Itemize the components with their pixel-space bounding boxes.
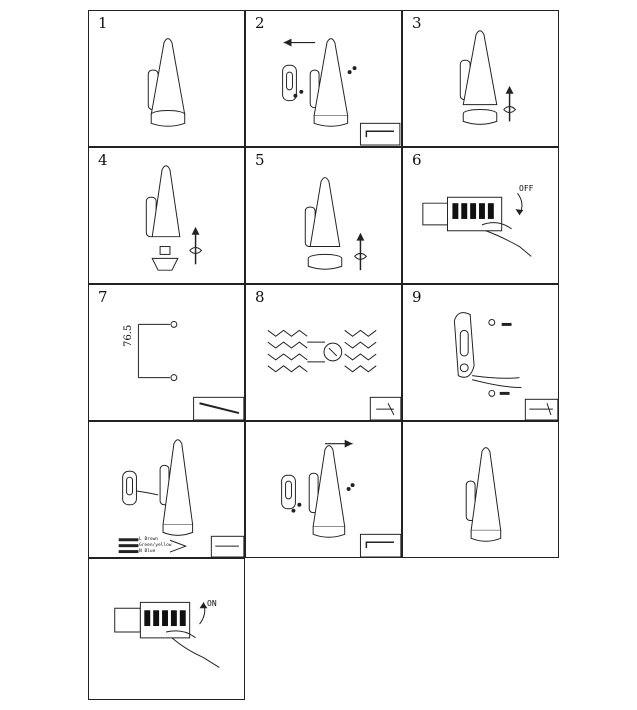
mount-bracket-illustration [403, 285, 558, 420]
step-12-panel [402, 421, 559, 558]
step-number: 6 [412, 151, 422, 169]
hole-marker-icon [171, 321, 177, 327]
hole-marker-icon [171, 375, 177, 381]
off-label: OFF [519, 184, 534, 193]
wiring-legend-row: N Blue [139, 549, 156, 554]
remove-bulb-illustration [89, 148, 244, 283]
wall-lamp-illustration [89, 11, 244, 146]
distance-label: 76.5 [123, 324, 134, 347]
remove-lamp-illustration [246, 11, 401, 146]
remove-ring-illustration [403, 11, 558, 146]
on-label: ON [207, 599, 217, 608]
step-number: 3 [412, 14, 422, 32]
step-13-panel [88, 558, 245, 700]
step-5-panel [245, 147, 402, 284]
step-1-panel [88, 10, 245, 147]
hand-icon [172, 638, 219, 668]
arrow-left-icon [345, 440, 353, 448]
step-2-panel [245, 10, 402, 147]
step-9-panel [402, 284, 559, 421]
step-7-panel [88, 284, 245, 421]
step-number: 4 [98, 151, 108, 169]
step-number: 8 [255, 288, 265, 306]
step-8-panel [245, 284, 402, 421]
step-3-panel [402, 10, 559, 147]
assembled-lamp-illustration [403, 422, 558, 557]
bulb-icon [152, 258, 178, 270]
switch-off-illustration [403, 148, 558, 283]
hand-icon [486, 231, 531, 257]
step-number: 2 [255, 14, 265, 32]
instruction-grid [88, 10, 560, 700]
wiring-legend [139, 537, 172, 555]
step-number: 9 [412, 288, 422, 306]
drilling-distance-illustration [89, 285, 244, 420]
switch-on-illustration [89, 559, 244, 699]
step-number: 7 [98, 288, 108, 306]
reattach-lamp-illustration [246, 422, 401, 557]
step-10-panel [88, 421, 245, 558]
step-number: 1 [98, 14, 108, 32]
wiring-legend-row: L Brown [139, 537, 158, 542]
wiring-legend-row: Green/yellow [139, 543, 172, 548]
step-number: 5 [255, 151, 265, 169]
step-11-panel [245, 421, 402, 558]
step-6-panel [402, 147, 559, 284]
step-4-panel [88, 147, 245, 284]
wall-drilling-illustration [246, 285, 401, 420]
ring-detached-illustration [246, 148, 401, 283]
